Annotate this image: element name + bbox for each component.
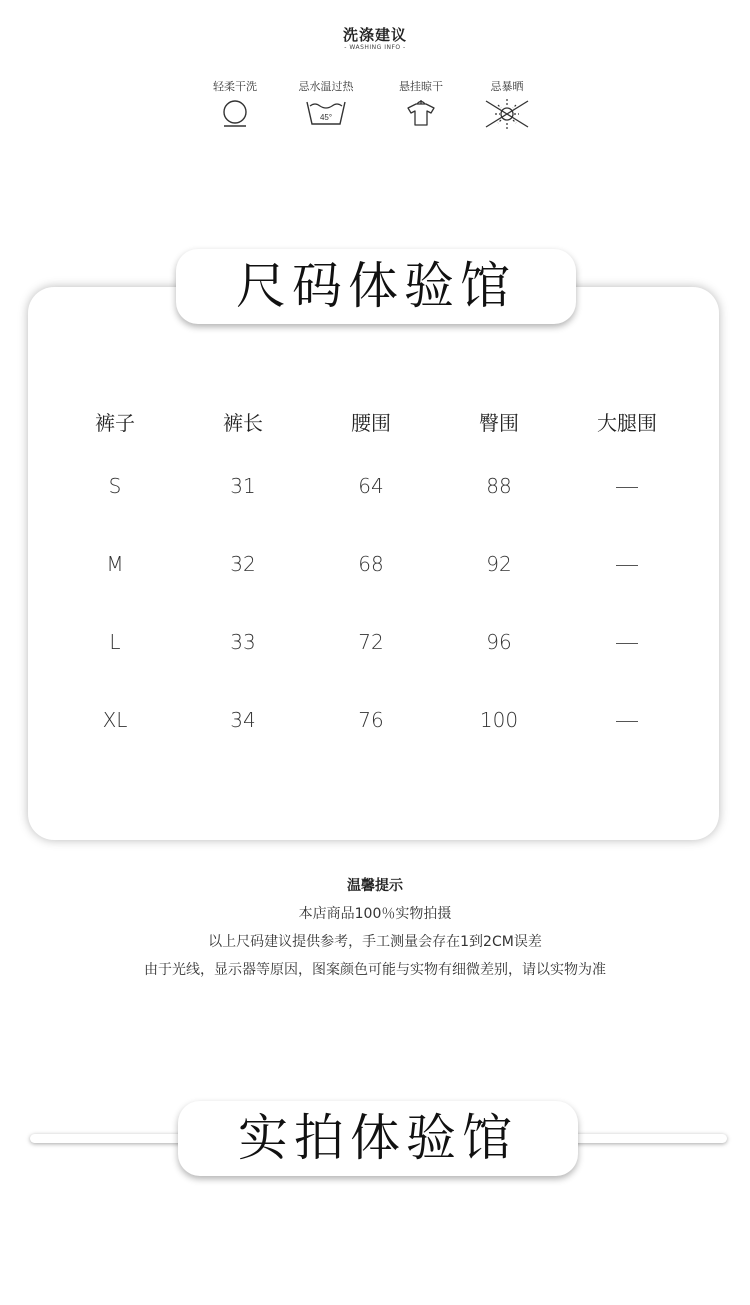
cell-size: L [109,630,121,654]
wash-45-icon [305,98,347,128]
wash-item-no-sun [462,78,552,130]
cell-waist: 68 [358,552,384,576]
wash-temp-label: 45° [319,113,333,122]
wash-item-dry-clean [190,78,280,128]
photo-section-title: 实拍体验馆 [178,1101,578,1176]
size-section-title: 尺码体验馆 [176,249,576,324]
cell-waist: 76 [358,708,384,732]
tip-line: 本店商品100％实物拍摄 [298,906,452,922]
tip-line: 由于光线，显示器等原因，图案颜色可能与实物有细微差别，请以实物为准 [144,962,606,978]
cell-thigh-empty [563,447,691,525]
wash-item-label: 轻柔干洗 [213,80,257,93]
cell-hip: 96 [486,630,512,654]
cell-hip: 92 [486,552,512,576]
cell-hip: 88 [486,474,512,498]
hang-dry-icon [405,98,437,128]
cell-hip: 100 [479,708,519,732]
tips-title: 温馨提示 [347,878,403,894]
wash-item-label: 忌水温过热 [298,80,354,93]
empty-dash [616,721,638,722]
dry-clean-icon [220,98,250,128]
header-hip: 臀围 [479,410,519,435]
size-table [51,395,691,759]
cell-size: M [106,552,124,576]
no-sun-icon [483,98,531,130]
wash-item-label: 忌暴晒 [490,80,524,93]
empty-dash [616,565,638,566]
tip-line: 以上尺码建议提供参考，手工测量会存在1到2CM误差 [208,934,542,950]
table-row [51,603,691,681]
cell-thigh-empty [563,603,691,681]
size-table-header-row [51,395,691,447]
table-row [51,447,691,525]
cell-length: 32 [230,552,256,576]
empty-dash [616,643,638,644]
wash-item-water-temp [281,78,371,128]
cell-length: 31 [230,474,256,498]
cell-waist: 64 [358,474,384,498]
header-size: 裤子 [95,410,135,435]
tips-block [0,876,750,988]
cell-size: S [108,474,122,498]
washing-subtitle: - WASHING INFO - [344,44,406,51]
wash-item-label: 悬挂晾干 [399,80,443,93]
cell-thigh-empty [563,681,691,759]
table-row [51,681,691,759]
empty-dash [616,487,638,488]
cell-thigh-empty [563,525,691,603]
table-row [51,525,691,603]
cell-length: 34 [230,708,256,732]
header-waist: 腰围 [351,410,391,435]
washing-title: 洗涤建议 [342,26,407,44]
cell-length: 33 [230,630,256,654]
cell-waist: 72 [358,630,384,654]
header-thigh: 大腿围 [597,410,657,435]
header-length: 裤长 [223,410,263,435]
wash-item-hang-dry [376,78,466,128]
cell-size: XL [102,708,128,732]
